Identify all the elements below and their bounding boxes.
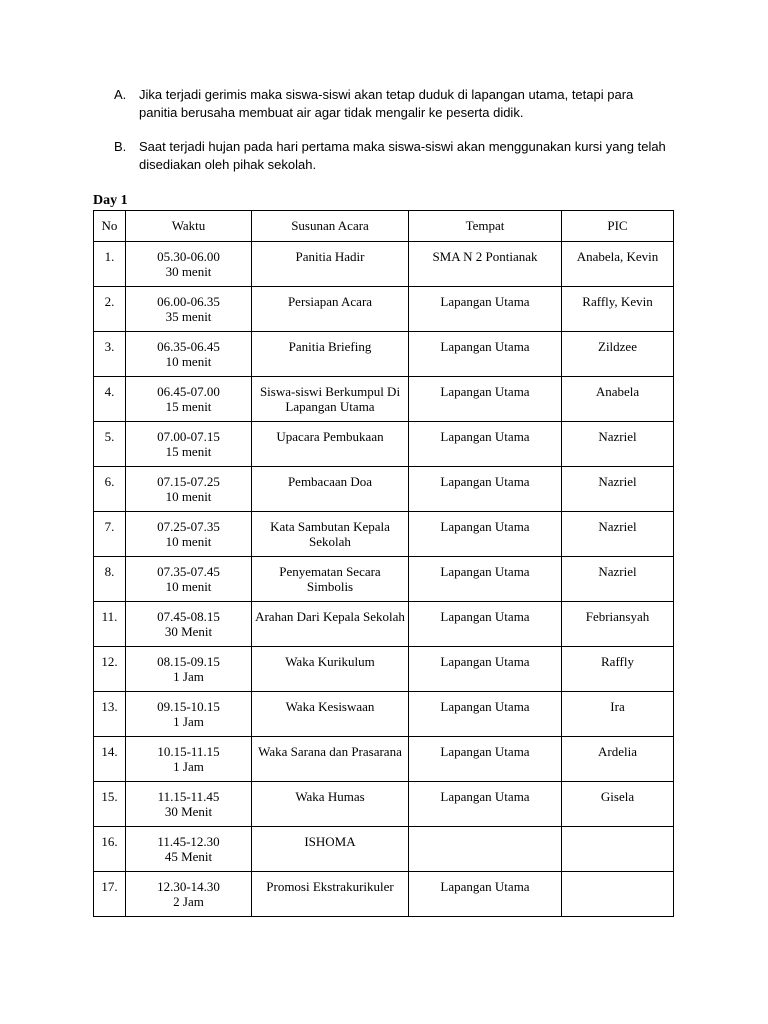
time-range: 12.30-14.30 [157,879,220,894]
cell-no: 15. [94,782,126,827]
cell-susunan-acara: Waka Kesiswaan [252,692,409,737]
cell-tempat: Lapangan Utama [409,467,562,512]
cell-susunan-acara: Arahan Dari Kepala Sekolah [252,602,409,647]
cell-susunan-acara: Upacara Pembukaan [252,422,409,467]
header-susunan-acara: Susunan Acara [252,211,409,242]
cell-no: 16. [94,827,126,872]
time-range: 07.00-07.15 [157,429,220,444]
table-row [94,647,674,692]
cell-susunan-acara: Waka Sarana dan Prasarana [252,737,409,782]
cell-pic: Anabela, Kevin [562,242,674,287]
cell-pic: Febriansyah [562,602,674,647]
duration: 30 menit [165,264,212,279]
cell-waktu [126,377,252,422]
cell-tempat: Lapangan Utama [409,737,562,782]
cell-susunan-acara: Siswa-siswi Berkumpul Di Lapangan Utama [252,377,409,422]
cell-pic: Nazriel [562,512,674,557]
cell-tempat: SMA N 2 Pontianak [409,242,562,287]
table-row [94,692,674,737]
time-range: 07.45-08.15 [157,609,220,624]
duration: 45 Menit [164,849,213,864]
table-row [94,827,674,872]
duration: 15 menit [165,399,212,414]
table-row [94,512,674,557]
time-range: 09.15-10.15 [157,699,220,714]
cell-pic: Nazriel [562,557,674,602]
time-range: 11.15-11.45 [157,789,220,804]
duration: 30 Menit [164,624,213,639]
cell-no: 1. [94,242,126,287]
cell-tempat: Lapangan Utama [409,422,562,467]
cell-tempat: Lapangan Utama [409,692,562,737]
header-pic: PIC [562,211,674,242]
table-row [94,332,674,377]
note-text: Jika terjadi gerimis maka siswa-siswi akan tetap duduk di lapangan utama, tetapi para panitia berusaha membuat air agar tidak mengalir ke peserta didik. [139,87,634,120]
cell-tempat: Lapangan Utama [409,512,562,557]
time-range: 07.35-07.45 [157,564,220,579]
table-row [94,737,674,782]
cell-pic: Ardelia [562,737,674,782]
cell-tempat: Lapangan Utama [409,557,562,602]
time-range: 06.45-07.00 [157,384,220,399]
cell-no: 11. [94,602,126,647]
cell-tempat: Lapangan Utama [409,287,562,332]
cell-pic: Nazriel [562,422,674,467]
duration: 35 menit [165,309,212,324]
cell-no: 13. [94,692,126,737]
cell-susunan-acara: Waka Kurikulum [252,647,409,692]
cell-susunan-acara: Penyematan Secara Simbolis [252,557,409,602]
table-row [94,872,674,917]
table-header-row [94,211,674,242]
cell-pic: Gisela [562,782,674,827]
cell-no: 8. [94,557,126,602]
cell-waktu [126,422,252,467]
duration: 10 menit [165,489,212,504]
cell-pic: Nazriel [562,467,674,512]
cell-waktu [126,737,252,782]
cell-no: 12. [94,647,126,692]
table-row [94,377,674,422]
duration: 10 menit [165,534,212,549]
cell-susunan-acara: Persiapan Acara [252,287,409,332]
cell-susunan-acara: Promosi Ekstrakurikuler [252,872,409,917]
cell-susunan-acara: Pembacaan Doa [252,467,409,512]
note-item [114,138,674,174]
cell-waktu [126,512,252,557]
cell-no: 6. [94,467,126,512]
cell-no: 5. [94,422,126,467]
cell-susunan-acara: Waka Humas [252,782,409,827]
cell-no: 3. [94,332,126,377]
table-row [94,242,674,287]
cell-waktu [126,692,252,737]
cell-no: 7. [94,512,126,557]
note-marker: A. [114,87,127,102]
time-range: 07.15-07.25 [157,474,220,489]
cell-no: 14. [94,737,126,782]
duration: 1 Jam [173,669,204,684]
time-range: 06.35-06.45 [157,339,220,354]
header-no: No [94,211,126,242]
cell-pic: Raffly, Kevin [562,287,674,332]
cell-tempat: Lapangan Utama [409,647,562,692]
cell-waktu [126,467,252,512]
duration: 10 menit [165,354,212,369]
cell-susunan-acara: Panitia Hadir [252,242,409,287]
header-tempat: Tempat [409,211,562,242]
cell-pic: Raffly [562,647,674,692]
table-row [94,422,674,467]
header-waktu: Waktu [126,211,252,242]
cell-susunan-acara: Kata Sambutan Kepala Sekolah [252,512,409,557]
notes-list [114,86,674,190]
time-range: 11.45-12.30 [157,834,220,849]
table-row [94,782,674,827]
duration: 10 menit [165,579,212,594]
cell-waktu [126,827,252,872]
note-marker: B. [114,139,127,154]
duration: 1 Jam [173,759,204,774]
cell-pic [562,872,674,917]
duration: 30 Menit [164,804,213,819]
schedule-body [94,242,674,917]
cell-pic [562,827,674,872]
table-row [94,287,674,332]
cell-waktu [126,647,252,692]
cell-waktu [126,287,252,332]
table-row [94,557,674,602]
cell-pic: Ira [562,692,674,737]
note-item [114,86,674,122]
time-range: 10.15-11.15 [157,744,220,759]
note-text: Saat terjadi hujan pada hari pertama maka siswa-siswi akan menggunakan kursi yang telah disediakan oleh pihak sekolah. [139,139,666,172]
table-row [94,467,674,512]
cell-susunan-acara: Panitia Briefing [252,332,409,377]
time-range: 06.00-06.35 [157,294,220,309]
cell-no: 17. [94,872,126,917]
cell-waktu [126,557,252,602]
cell-tempat: Lapangan Utama [409,872,562,917]
cell-waktu [126,872,252,917]
cell-no: 2. [94,287,126,332]
cell-susunan-acara: ISHOMA [252,827,409,872]
cell-waktu [126,782,252,827]
cell-tempat: Lapangan Utama [409,782,562,827]
table-row [94,602,674,647]
day-title: Day 1 [93,193,128,208]
duration: 2 Jam [173,894,204,909]
cell-pic: Zildzee [562,332,674,377]
time-range: 07.25-07.35 [157,519,220,534]
cell-waktu [126,602,252,647]
cell-tempat: Lapangan Utama [409,377,562,422]
cell-tempat [409,827,562,872]
cell-waktu [126,332,252,377]
duration: 15 menit [165,444,212,459]
schedule-table [93,210,674,917]
time-range: 05.30-06.00 [157,249,220,264]
cell-no: 4. [94,377,126,422]
duration: 1 Jam [173,714,204,729]
cell-tempat: Lapangan Utama [409,332,562,377]
cell-pic: Anabela [562,377,674,422]
cell-tempat: Lapangan Utama [409,602,562,647]
time-range: 08.15-09.15 [157,654,220,669]
cell-waktu [126,242,252,287]
